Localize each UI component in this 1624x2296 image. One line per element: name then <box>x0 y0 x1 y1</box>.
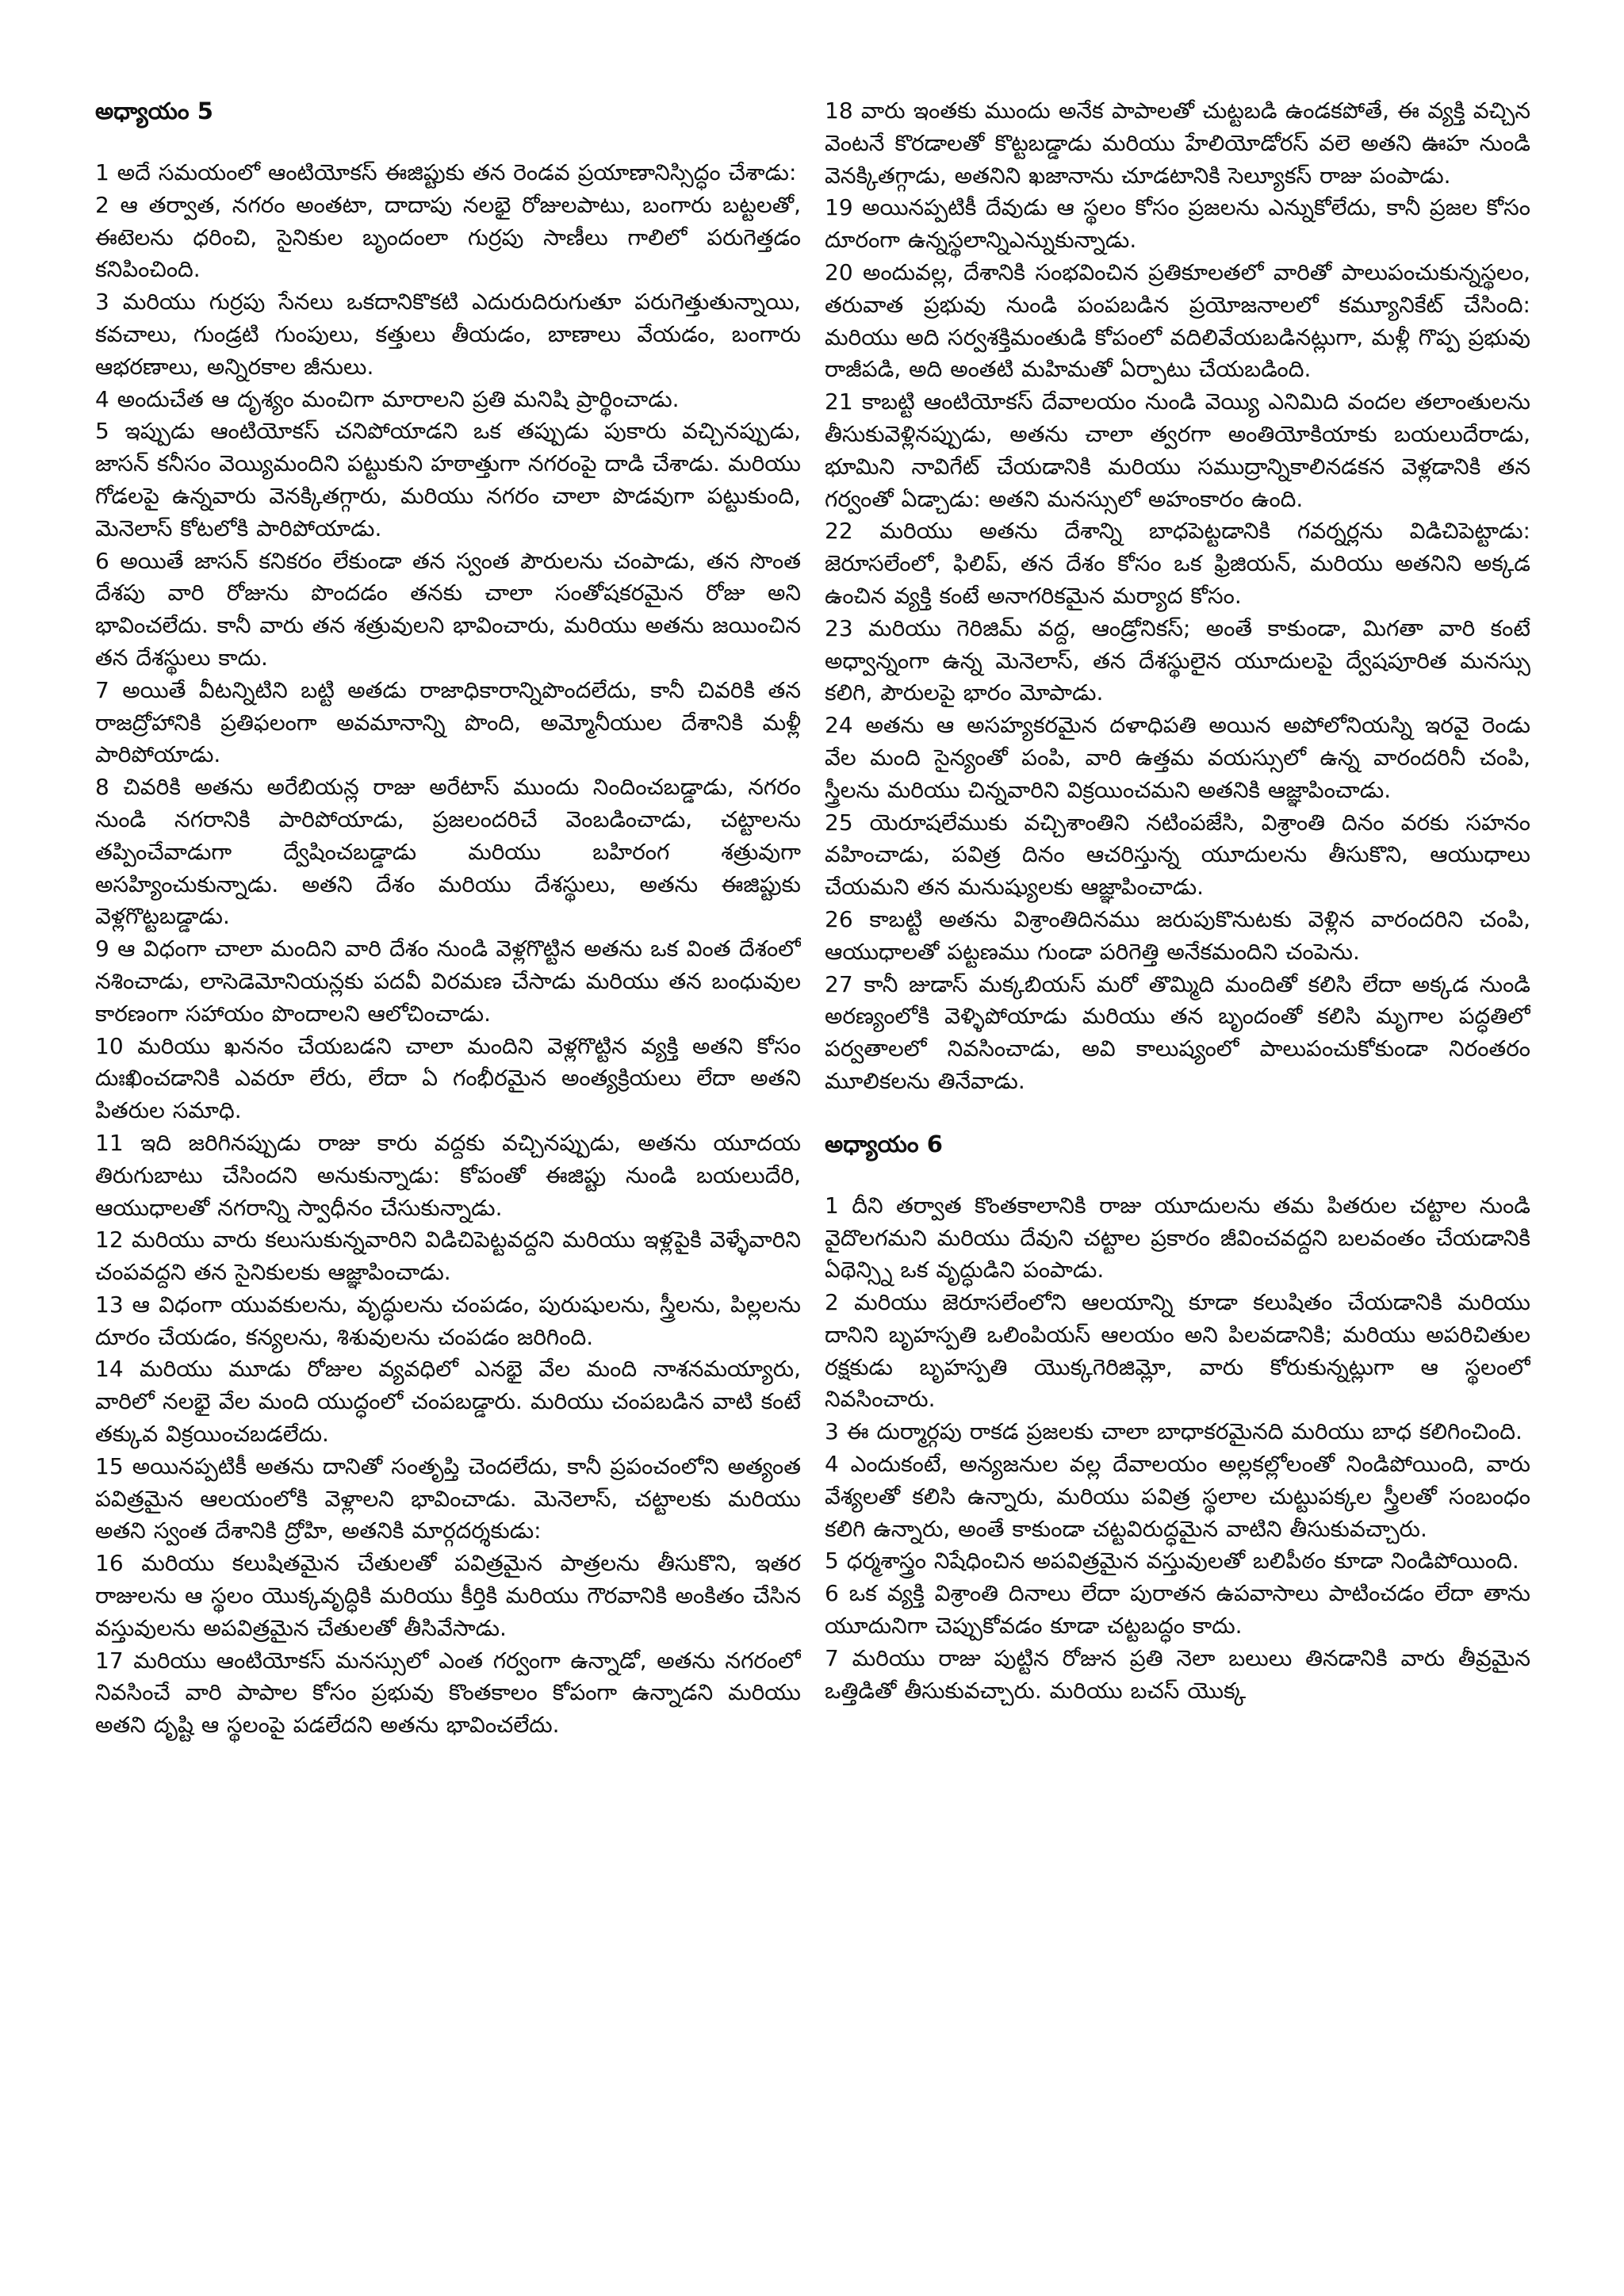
verse-5-18: 18 వారు ఇంతకు ముందు అనేక పాపాలతో చుట్టబడి ఉండకపోతే, ఈ వ్యక్తి వచ్చిన వెంటనే కొరడాలతో కొట్టబడ్డాడు మరియు హేలియోడోరస్ వలె అతని ఊహ నుండి వెనక్కితగ్గాడు, అతనిని ఖజానాను చూడటానికి సెల్యూకస్ రాజు పంపాడు. <box>825 98 1530 189</box>
verse-5-4: 4 అందుచేత ఆ దృశ్యం మంచిగా మారాలని ప్రతి మనిషి ప్రార్థించాడు. <box>95 385 680 412</box>
left-column <box>95 95 801 2252</box>
verse-5-12: 12 మరియు వారు కలుసుకున్నవారిని విడిచిపెట్టవద్దని మరియు ఇళ్లపైకి వెళ్ళేవారిని చంపవద్దని తన సైనికులకు ఆజ్ఞాపించాడు. <box>95 1226 801 1286</box>
verse-5-6: 6 అయితే జాసన్ కనికరం లేకుండా తన స్వంత పౌరులను చంపాడు, తన సొంత దేశపు వారి రోజును పొందడం తనకు చాలా సంతోషకరమైన రోజు అని భావించలేదు. కానీ వారు తన శత్రువులని భావించారు, మరియు అతను జయించిన తన దేశస్థులు కాదు. <box>95 547 801 671</box>
verse-6-2: 2 మరియు జెరూసలేంలోని ఆలయాన్ని కూడా కలుషితం చేయడానికి మరియు దానిని బృహస్పతి ఒలింపియస్ ఆలయం అని పిలవడానికి; మరియు అపరిచితుల రక్షకుడు బృహస్పతి యొక్కగెరిజిమ్లో, వారు కోరుకున్నట్లుగా ఆ స్థలంలో నివసించారు. <box>825 1289 1530 1413</box>
verse-5-14: 14 మరియు మూడు రోజుల వ్యవధిలో ఎనభై వేల మంది నాశనమయ్యారు, వారిలో నలభై వేల మంది యుద్ధంలో చంపబడ్డారు. మరియు చంపబడిన వాటి కంటే తక్కువ విక్రయించబడలేదు. <box>95 1356 801 1448</box>
verse-6-1: 1 దీని తర్వాత కొంతకాలానికి రాజు యూదులను తమ పితరుల చట్టాల నుండి వైదొలగమని మరియు దేవుని చట్టాల ప్రకారం జీవించవద్దని బలవంతం చేయడానికి ఏథెన్స్ని ఒక వృద్ధుడిని పంపాడు. <box>825 1192 1530 1284</box>
verse-5-8: 8 చివరికి అతను అరేబియన్ల రాజు అరేటాస్ ముందు నిందించబడ్డాడు, నగరం నుండి నగరానికి పారిపోయాడు, ప్రజలందరిచే వెంబడించాడు, చట్టాలను తప్పించేవాడుగా ద్వేషించబడ్డాడు మరియు బహిరంగ శత్రువుగా అసహ్యించుకున్నాడు. అతని దేశం మరియు దేశస్థులు, అతను ఈజిప్టుకు వెళ్లగొట్టబడ్డాడు. <box>95 774 801 930</box>
chapter-5-verses <box>95 157 801 1742</box>
chapter-5-verses-continued <box>825 95 1530 1098</box>
chapter-5-heading: అధ్యాయం 5 <box>95 98 213 124</box>
verse-6-4: 4 ఎందుకంటే, అన్యజనుల వల్ల దేవాలయం అల్లకల్లోలంతో నిండిపోయింది, వారు వేశ్యలతో కలిసి ఉన్నారు, మరియు పవిత్ర స్థలాల చుట్టుపక్కల స్త్రీలతో సంబంధం కలిగి ఉన్నారు, అంతే కాకుండా చట్టవిరుద్ధమైన వాటిని తీసుకువచ్చారు. <box>825 1451 1530 1542</box>
verse-5-13: 13 ఆ విధంగా యువకులను, వృద్ధులను చంపడం, పురుషులను, స్త్రీలను, పిల్లలను దూరం చేయడం, కన్యలను, శిశువులను చంపడం జరిగింది. <box>95 1291 801 1350</box>
verse-5-23: 23 మరియు గెరిజిమ్ వద్ద, ఆండ్రోనికస్; అంతే కాకుండా, మిగతా వారి కంటే అధ్వాన్నంగా ఉన్న మెనెలాస్, తన దేశస్థులైన యూదులపై ద్వేషపూరిత మనస్సు కలిగి, పౌరులపై భారం మోపాడు. <box>825 614 1530 706</box>
verse-6-7: 7 మరియు రాజు పుట్టిన రోజున ప్రతి నెలా బలులు తినడానికి వారు తీవ్రమైన ఒత్తిడితో తీసుకువచ్చారు. మరియు బచస్ యొక్క <box>825 1644 1530 1704</box>
verse-5-3: 3 మరియు గుర్రపు సేనలు ఒకదానికొకటి ఎదురుదిరుగుతూ పరుగెత్తుతున్నాయి, కవచాలు, గుండ్రటి గుంపులు, కత్తులు తీయడం, బాణాలు వేయడం, బంగారు ఆభరణాలు, అన్నిరకాల జీనులు. <box>95 289 801 380</box>
chapter-separator <box>825 1098 1530 1128</box>
verse-5-1: 1 అదే సమయంలో ఆంటియోకస్ ఈజిప్టుకు తన రెండవ ప్రయాణానిస్సిద్ధం చేశాడు: <box>95 159 797 186</box>
verse-6-6: 6 ఒక వ్యక్తి విశ్రాంతి దినాలు లేదా పురాతన ఉపవాసాలు పాటించడం లేదా తాను యూదునిగా చెప్పుకోవడం కూడా చట్టబద్ధం కాదు. <box>825 1580 1530 1640</box>
verse-5-9: 9 ఆ విధంగా చాలా మందిని వారి దేశం నుండి వెళ్లగొట్టిన అతను ఒక వింత దేశంలో నశించాడు, లాసెడెమోనియన్లకు పదవీ విరమణ చేసాడు మరియు తన బంధువుల కారణంగా సహాయం పొందాలని ఆలోచించాడు. <box>95 936 801 1027</box>
verse-5-19: 19 అయినప్పటికీ దేవుడు ఆ స్థలం కోసం ప్రజలను ఎన్నుకోలేదు, కానీ ప్రజల కోసం దూరంగా ఉన్నస్థలాన్నిఎన్నుకున్నాడు. <box>825 194 1530 254</box>
verse-5-20: 20 అందువల్ల, దేశానికి సంభవించిన ప్రతికూలతలో వారితో పాలుపంచుకున్నస్థలం, తరువాత ప్రభువు నుండి పంపబడిన ప్రయోజనాలలో కమ్యూనికేట్ చేసింది: మరియు అది సర్వశక్తిమంతుడి కోపంలో వదిలివేయబడినట్లుగా, మళ్లీ గొప్ప ప్రభువు రాజీపడి, అది అంతటి మహిమతో ఏర్పాటు చేయబడింది. <box>825 258 1530 383</box>
verse-5-11: 11 ఇది జరిగినప్పుడు రాజు కారు వద్దకు వచ్చినప్పుడు, అతను యూదయ తిరుగుబాటు చేసిందని అనుకున్నాడు: కోపంతో ఈజిప్టు నుండి బయలుదేరి, ఆయుధాలతో నగరాన్ని స్వాధీనం చేసుకున్నాడు. <box>95 1129 801 1221</box>
chapter-6-heading: అధ్యాయం 6 <box>825 1130 943 1158</box>
verse-5-26: 26 కాబట్టి అతను విశ్రాంతిదినము జరుపుకొనుటకు వెళ్లిన వారందరిని చంపి, ఆయుధాలతో పట్టణము గుండా పరిగెత్తి అనేకమందిని చంపెను. <box>825 905 1530 965</box>
verse-5-22: 22 మరియు అతను దేశాన్ని బాధపెట్టడానికి గవర్నర్లను విడిచిపెట్టాడు: జెరూసలేంలో, ఫిలిప్, తన దేశం కోసం ఒక ఫ్రిజియన్, మరియు అతనిని అక్కడ ఉంచిన వ్యక్తి కంటే అనాగరికమైన మర్యాద కోసం. <box>825 518 1530 609</box>
verse-5-27: 27 కానీ జుడాస్ మక్కబియస్ మరో తొమ్మిది మందితో కలిసి లేదా అక్కడ నుండి అరణ్యంలోకి వెళ్ళిపోయాడు మరియు తన బృందంతో కలిసి మృగాల పద్ధతిలో పర్వతాలలో నివసించాడు, అవి కాలుష్యంలో పాలుపంచుకోకుండా నిరంతరం మూలికలను తినేవాడు. <box>825 970 1530 1094</box>
verse-5-24: 24 అతను ఆ అసహ్యకరమైన దళాధిపతి అయిన అపోలోనియస్ని ఇరవై రెండు వేల మంది సైన్యంతో పంపి, వారి ఉత్తమ వయస్సులో ఉన్న వారందరినీ చంపి, స్త్రీలను మరియు చిన్నవారిని విక్రయించమని అతనికి ఆజ్ఞాపించాడు. <box>825 712 1530 803</box>
verse-5-7: 7 అయితే వీటన్నిటిని బట్టి అతడు రాజాధికారాన్నిపొందలేదు, కానీ చివరికి తన రాజద్రోహానికి ప్రతిఫలంగా అవమానాన్ని పొంది, అమ్మోనీయుల దేశానికి మళ్లీ పారిపోయాడు. <box>95 676 801 768</box>
verse-5-16: 16 మరియు కలుషితమైన చేతులతో పవిత్రమైన పాత్రలను తీసుకొని, ఇతర రాజులను ఆ స్థలం యొక్కవృద్ధికి మరియు కీర్తికి మరియు గౌరవానికి అంకితం చేసిన వస్తువులను అపవిత్రమైన చేతులతో తీసివేసాడు. <box>95 1550 801 1641</box>
verse-5-2: 2 ఆ తర్వాత, నగరం అంతటా, దాదాపు నలభై రోజులపాటు, బంగారు బట్టలతో, ఈటెలను ధరించి, సైనికుల బృందంలా గుర్రపు సాణీలు గాలిలో పరుగెత్తడం కనిపించింది. <box>95 191 801 283</box>
verse-6-3: 3 ఈ దుర్మార్గపు రాకడ ప్రజలకు చాలా బాధాకరమైనది మరియు బాధ కలిగించింది. <box>825 1418 1522 1445</box>
verse-5-17: 17 మరియు ఆంటియోకస్ మనస్సులో ఎంత గర్వంగా ఉన్నాడో, అతను నగరంలో నివసించే వారి పాపాల కోసం ప్రభువు కొంతకాలం కోపంగా ఉన్నాడని మరియు అతని దృష్టి ఆ స్థలంపై పడలేదని అతను భావించలేదు. <box>95 1647 801 1739</box>
verse-5-5: 5 ఇప్పుడు ఆంటియోకస్ చనిపోయాడని ఒక తప్పుడు పుకారు వచ్చినప్పుడు, జాసన్ కనీసం వెయ్యిమందిని పట్టుకుని హఠాత్తుగా నగరంపై దాడి చేశాడు. మరియు గోడలపై ఉన్నవారు వెనక్కితగ్గారు, మరియు నగరం చాలా పొడవుగా పట్టుకుంది, మెనెలాస్ కోటలోకి పారిపోయాడు. <box>95 418 801 541</box>
verse-5-10: 10 మరియు ఖననం చేయబడని చాలా మందిని వెళ్లగొట్టిన వ్యక్తి అతని కోసం దుఃఖించడానికి ఎవరూ లేరు, లేదా ఏ గంభీరమైన అంత్యక్రియలు లేదా అతని పితరుల సమాధి. <box>95 1032 801 1124</box>
verse-5-15: 15 అయినప్పటికీ అతను దానితో సంతృప్తి చెందలేదు, కానీ ప్రపంచంలోని అత్యంత పవిత్రమైన ఆలయంలోకి వెళ్లాలని భావించాడు. మెనెలాస్, చట్టాలకు మరియు అతని స్వంత దేశానికి ద్రోహి, అతనికి మార్గదర్శకుడు: <box>95 1452 801 1544</box>
verse-5-25: 25 యెరూషలేముకు వచ్చిశాంతిని నటింపజేసి, విశ్రాంతి దినం వరకు సహనం వహించాడు, పవిత్ర దినం ఆచరిస్తున్న యూదులను తీసుకొని, ఆయుధాలు చేయమని తన మనుష్యులకు ఆజ్ఞాపించాడు. <box>825 809 1530 901</box>
chapter-6-verses <box>825 1190 1530 1708</box>
verse-6-5: 5 ధర్మశాస్త్రం నిషేధించిన అపవిత్రమైన వస్తువులతో బలిపీఠం కూడా నిండిపోయింది. <box>825 1548 1519 1575</box>
verse-5-21: 21 కాబట్టి ఆంటియోకస్ దేవాలయం నుండి వెయ్యి ఎనిమిది వందల తలాంతులను తీసుకువెళ్లినప్పుడు, అతను చాలా త్వరగా అంతియోకియాకు బయలుదేరాడు, భూమిని నావిగేట్ చేయడానికి మరియు సముద్రాన్నికాలినడకన వెళ్లడానికి తన గర్వంతో ఏడ్చాడు: అతని మనస్సులో అహంకారం ఉంది. <box>825 388 1530 512</box>
right-column <box>825 95 1530 2252</box>
